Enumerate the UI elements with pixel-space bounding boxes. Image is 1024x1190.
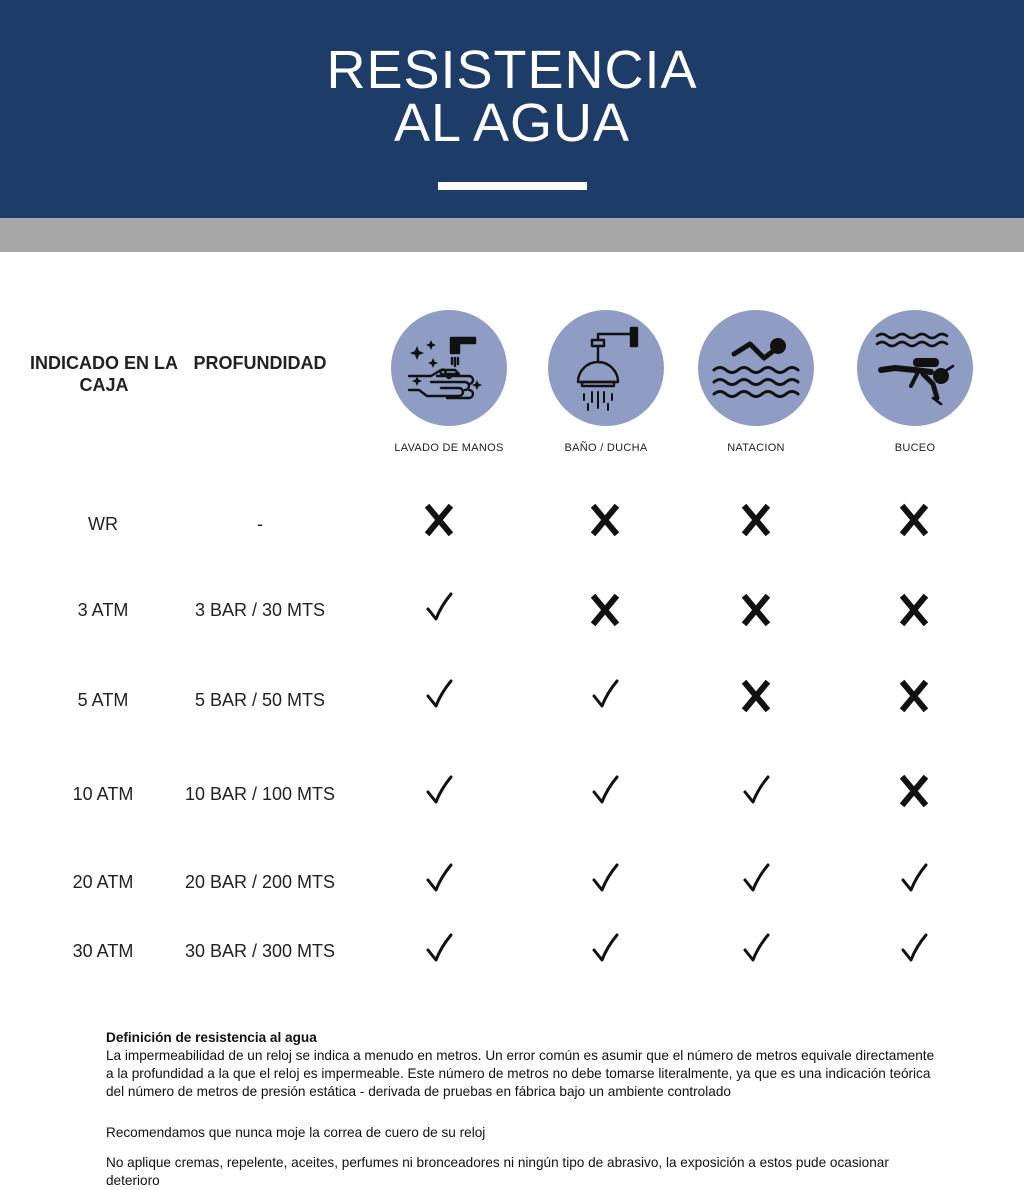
check-icon	[894, 861, 934, 897]
hand-washing-icon	[391, 310, 507, 426]
swimmer-icon	[698, 310, 814, 426]
column-header-indicated: INDICADO EN LA CAJA	[30, 353, 178, 395]
check-icon	[419, 931, 459, 967]
title-line-1: RESISTENCIA	[326, 40, 698, 100]
title-underline	[438, 182, 587, 190]
cross-icon	[894, 592, 934, 628]
cross-icon	[419, 502, 459, 538]
row-depth: 3 BAR / 30 MTS	[194, 600, 326, 620]
warning-text: No aplique cremas, repelente, aceites, perfumes ni bronceadores ni ningún tipo de abrasivo, la exposición a estos pude ocasionar deterioro	[106, 1155, 889, 1188]
diver-icon	[857, 310, 973, 426]
row-rating: 10 ATM	[72, 784, 134, 804]
cross-icon	[736, 678, 776, 714]
row-depth: 10 BAR / 100 MTS	[184, 784, 336, 804]
row-depth: 20 BAR / 200 MTS	[184, 872, 336, 892]
check-icon	[585, 677, 625, 713]
row-depth: -	[257, 514, 263, 534]
cross-icon	[894, 678, 934, 714]
grey-divider-band	[0, 218, 1024, 252]
header-banner	[0, 0, 1024, 218]
row-rating: WR	[88, 514, 118, 534]
row-depth: 5 BAR / 50 MTS	[194, 690, 326, 710]
definition-section	[106, 1029, 936, 1101]
column-header-depth: PROFUNDIDAD	[193, 353, 327, 373]
check-icon	[419, 861, 459, 897]
check-icon	[419, 677, 459, 713]
activity-label-diving: BUCEO	[894, 442, 936, 454]
cross-icon	[894, 773, 934, 809]
cross-icon	[585, 502, 625, 538]
check-icon	[419, 590, 459, 626]
check-icon	[736, 773, 776, 809]
activity-label-shower: BAÑO / DUCHA	[564, 442, 648, 454]
activity-label-swimming: NATACION	[727, 442, 785, 454]
row-rating: 20 ATM	[72, 872, 134, 892]
recommendation-text: Recomendamos que nunca moje la correa de cuero de su reloj	[106, 1125, 486, 1140]
cross-icon	[894, 502, 934, 538]
cross-icon	[736, 502, 776, 538]
check-icon	[419, 773, 459, 809]
row-rating: 3 ATM	[77, 600, 129, 620]
check-icon	[894, 931, 934, 967]
page-title	[0, 40, 1024, 153]
shower-icon	[548, 310, 664, 426]
title-line-2: AL AGUA	[393, 93, 631, 153]
definition-text: La impermeabilidad de un reloj se indica a menudo en metros. Un error común es asumir que el número de metros equivale directamente a la profundidad a la que el reloj es impermeable. Este número de metros no debe tomarse literalmente, ya que es una indicación teórica del número de metros de presión estática - derivada de pruebas en fábrica bajo un ambiente controlado	[106, 1048, 935, 1099]
check-icon	[585, 861, 625, 897]
definition-title: Definición de resistencia al agua	[106, 1030, 317, 1045]
check-icon	[736, 931, 776, 967]
cross-icon	[736, 592, 776, 628]
check-icon	[585, 931, 625, 967]
row-rating: 30 ATM	[72, 941, 134, 961]
cross-icon	[585, 592, 625, 628]
check-icon	[736, 861, 776, 897]
row-depth: 30 BAR / 300 MTS	[184, 941, 336, 961]
activity-label-hand-washing: LAVADO DE MANOS	[394, 442, 504, 454]
row-rating: 5 ATM	[77, 690, 129, 710]
check-icon	[585, 773, 625, 809]
